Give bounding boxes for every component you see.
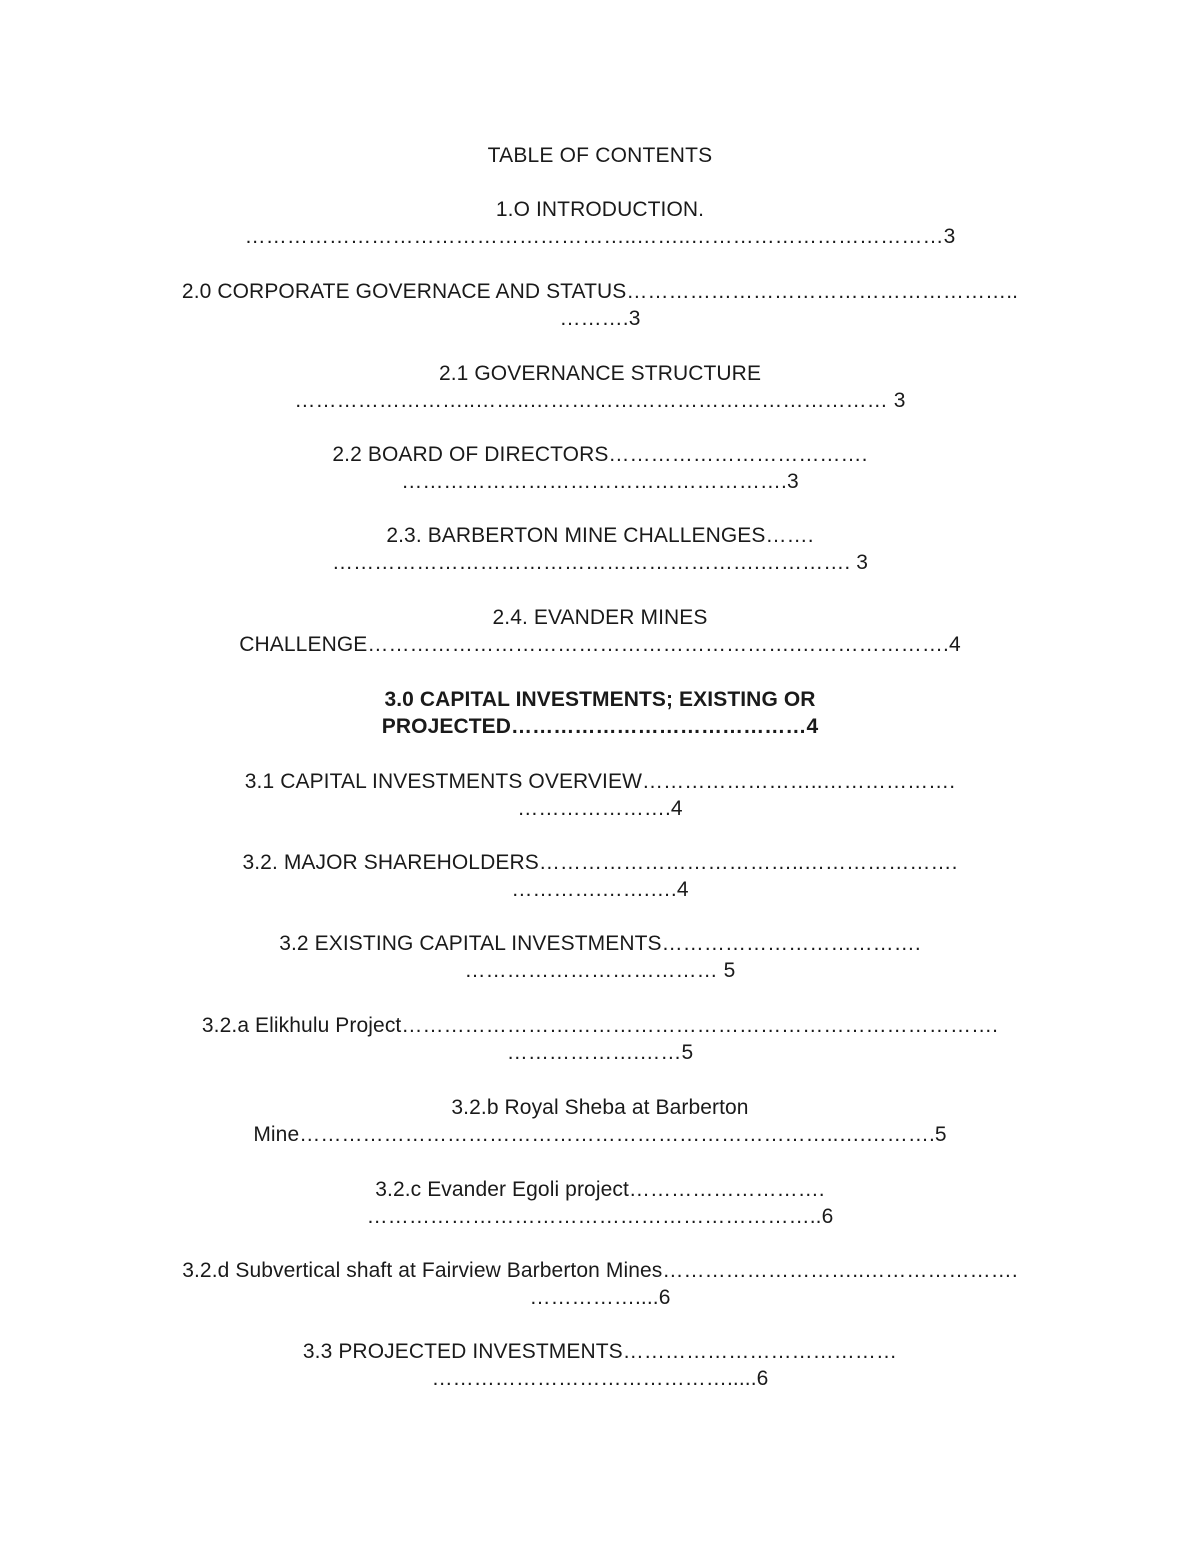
toc-entry-leader: ……………………………… 5 bbox=[464, 959, 736, 982]
toc-entry-leader: ……………………..……..…………………………………………… 3 bbox=[294, 389, 906, 412]
toc-entry-text: 2.0 CORPORATE GOVERNACE AND STATUS……………………………………………….. bbox=[181, 280, 1019, 303]
toc-entry-text: 2.2 BOARD OF DIRECTORS………………………………. bbox=[332, 443, 868, 466]
toc-entry-leader: CHALLENGE…………………………………………………….………………….4 bbox=[239, 633, 961, 656]
toc-entry-royal-sheba bbox=[0, 1094, 1200, 1148]
toc-entry-projected-investments bbox=[0, 1338, 1200, 1392]
toc-entry-elikhulu-project bbox=[0, 1012, 1200, 1066]
toc-entry-leader: PROJECTED……………………………………4 bbox=[381, 715, 819, 738]
toc-entry-subvertical-shaft bbox=[0, 1257, 1200, 1311]
toc-entry-text: 3.2 EXISTING CAPITAL INVESTMENTS………………………………. bbox=[279, 932, 921, 955]
toc-entry-text: 3.0 CAPITAL INVESTMENTS; EXISTING OR bbox=[384, 688, 816, 711]
toc-entry-text: 3.2. MAJOR SHAREHOLDERS………………………………..…………………. bbox=[242, 851, 958, 874]
toc-entry-corporate-governance bbox=[0, 278, 1200, 332]
toc-title: TABLE OF CONTENTS bbox=[487, 144, 713, 167]
toc-entry-introduction bbox=[0, 196, 1200, 250]
toc-entry-leader: ……….3 bbox=[559, 307, 641, 330]
toc-entry-evander-challenge bbox=[0, 604, 1200, 658]
toc-entry-text: 1.O INTRODUCTION. bbox=[495, 198, 705, 221]
toc-entry-text: 2.4. EVANDER MINES bbox=[492, 606, 708, 629]
toc-entry-leader: ………….…….….4 bbox=[511, 878, 689, 901]
toc-entry-leader: ………………….4 bbox=[517, 797, 683, 820]
toc-entry-governance-structure bbox=[0, 360, 1200, 414]
toc-entry-capital-overview bbox=[0, 768, 1200, 822]
toc-entry-leader: …………………………………………………….…………. 3 bbox=[332, 551, 868, 574]
toc-entry-text: 3.3 PROJECTED INVESTMENTS………………………………… bbox=[302, 1340, 898, 1363]
toc-entry-evander-egoli bbox=[0, 1176, 1200, 1230]
toc-entry-barberton-challenges bbox=[0, 522, 1200, 576]
toc-entry-text: 3.2.d Subvertical shaft at Fairview Barberton Mines………………………..…………………. bbox=[182, 1259, 1018, 1282]
toc-entry-capital-investments bbox=[0, 686, 1200, 740]
toc-entry-major-shareholders bbox=[0, 849, 1200, 903]
toc-entry-board-of-directors bbox=[0, 441, 1200, 495]
toc-entry-text: 2.3. BARBERTON MINE CHALLENGES……. bbox=[386, 524, 814, 547]
toc-entry-leader: ……………....6 bbox=[529, 1286, 671, 1309]
toc-entry-text: 3.2.a Elikhulu Project…………………………………………………………………………. bbox=[201, 1014, 999, 1037]
toc-entry-existing-investments bbox=[0, 930, 1200, 984]
toc-entry-text: 3.2.b Royal Sheba at Barberton bbox=[451, 1096, 749, 1119]
toc-entry-leader: ……………………………………………….3 bbox=[401, 470, 799, 493]
toc-entry-text: 3.2.c Evander Egoli project………………………. bbox=[375, 1178, 825, 1201]
toc-entry-leader: ………………………………………………………..6 bbox=[366, 1205, 834, 1228]
toc-entry-leader: …………………………………….....6 bbox=[431, 1367, 769, 1390]
toc-entry-leader: Mine…………………………………………………………………..….……….5 bbox=[253, 1123, 947, 1146]
toc-entry-text: 2.1 GOVERNANCE STRUCTURE bbox=[438, 362, 762, 385]
toc-entry-leader: ………………………………………………..……..………………………………3 bbox=[244, 225, 956, 248]
toc-entry-leader: ……………….……5 bbox=[506, 1041, 694, 1064]
toc-entry-text: 3.1 CAPITAL INVESTMENTS OVERVIEW……………………..………………. bbox=[244, 770, 956, 793]
